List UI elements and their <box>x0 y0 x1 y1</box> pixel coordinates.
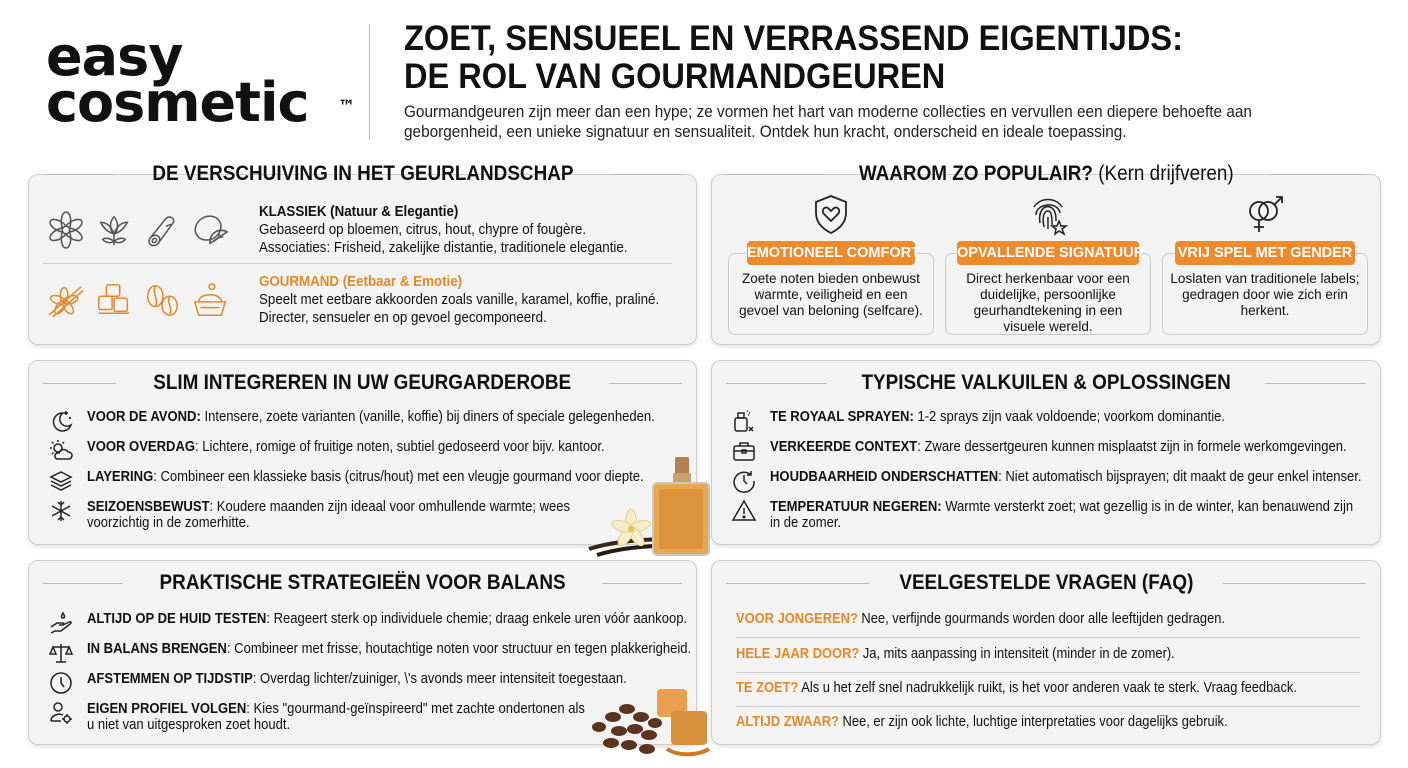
lotus-icon <box>95 211 133 249</box>
faq-divider <box>736 706 1360 707</box>
briefcase-icon <box>732 439 756 463</box>
list-item-text: IN BALANS BRENGEN: Combineer met frisse, houtachtige noten voor structuur en tegen plakkerigheid. <box>87 641 692 657</box>
list-item <box>45 611 686 635</box>
user-gear-icon <box>49 701 73 725</box>
title-rule-right <box>1223 583 1366 584</box>
brand-line1: easy <box>46 25 183 88</box>
title-rule-left <box>43 583 123 584</box>
title-rule-right <box>1265 383 1366 384</box>
title-line2: DE ROL VAN GOURMANDGEUREN <box>404 57 946 96</box>
panel-shift <box>28 162 697 345</box>
faq-item <box>736 610 1273 628</box>
flower-icon <box>47 211 85 249</box>
faq-answer: Ja, mits aanpassing in intensiteit (minder in de zomer). <box>859 645 1175 662</box>
shield-heart-icon <box>811 193 851 235</box>
list-item-text: ALTIJD OP DE HUID TESTEN: Reageert sterk op individuele chemie; draag enkele uren vóór aankoop. <box>87 611 688 627</box>
list-item-text: SEIZOENSBEWUST: Koudere maanden zijn ideaal voor omhullende warmte; wees voorzichtig in de zomerhitte. <box>87 499 571 531</box>
panel-title <box>859 162 1234 186</box>
panel-title-bold: WAAROM ZO POPULAIR? <box>858 162 1093 185</box>
title-rule-left <box>726 583 869 584</box>
panel-title: DE VERSCHUIVING IN HET GEURLANDSCHAP <box>151 162 574 185</box>
list-item <box>45 409 686 433</box>
classic-heading: KLASSIEK (Natuur & Elegantie) <box>259 204 459 220</box>
title-rule-right <box>1268 174 1366 175</box>
vanilla-icon <box>47 281 85 319</box>
list-item <box>728 409 1370 433</box>
driver-card <box>1162 193 1368 335</box>
gourmand-line2: Directer, sensueler en op gevoel gecomponeerd. <box>259 310 547 326</box>
panel-integrate <box>28 360 697 545</box>
title-rule-right <box>609 383 682 384</box>
faq-divider <box>736 672 1360 673</box>
fingerprint-star-icon <box>1028 193 1068 235</box>
panel-faq <box>711 560 1381 745</box>
faq-answer: Nee, verfijnde gourmands worden door alle leeftijden gedragen. <box>857 610 1226 627</box>
title-rule-left <box>43 174 115 175</box>
panel-title-row <box>29 371 696 395</box>
hand-drop-icon <box>49 611 73 635</box>
panel-title-row <box>29 571 696 595</box>
driver-text: Zoete noten bieden onbewust warmte, veiligheid en een gevoel van beloning (selfcare). <box>728 253 934 335</box>
classic-line1: Gebaseerd op bloemen, citrus, hout, chypre of fougère. <box>259 222 587 238</box>
gourmand-line1: Speelt met eetbare akkoorden zoals vanille, karamel, koffie, praliné. <box>259 292 660 308</box>
faq-question: VOOR JONGEREN? <box>736 610 858 627</box>
gender-symbols-icon <box>1245 193 1285 235</box>
panel-popular <box>711 162 1381 345</box>
panel-strategies <box>28 560 697 745</box>
panel-title: TYPISCHE VALKUILEN & OPLOSSINGEN <box>861 371 1231 394</box>
coffee-beans-icon <box>143 281 181 319</box>
list-item <box>728 499 1370 531</box>
list-item <box>728 439 1370 463</box>
brand-line2: cosmetic <box>46 71 309 134</box>
panel-title-row <box>29 162 696 186</box>
driver-text: Direct herkenbaar voor een duidelijke, persoonlijke geurhandtekening in een visuele wereld. <box>945 253 1151 335</box>
list-item <box>728 469 1370 493</box>
scales-icon <box>49 641 73 665</box>
title-rule-left <box>726 174 824 175</box>
list-item <box>45 641 692 665</box>
list-item-text: TEMPERATUUR NEGEREN: Warmte versterkt zoet; wat gezellig is in de winter, kan benauwend zijn in de zomer. <box>770 499 1354 531</box>
title-rule-left <box>43 383 116 384</box>
header-divider <box>369 24 370 140</box>
driver-card <box>945 193 1151 335</box>
clock-icon <box>49 671 73 695</box>
gourmand-text <box>259 273 659 327</box>
driver-text: Loslaten van traditionele labels; gedragen door wie zich erin herkent. <box>1162 253 1368 335</box>
lemon-icon <box>191 211 229 249</box>
classic-text <box>259 203 628 257</box>
coffee-caramel-image <box>589 689 709 759</box>
panel-title: VEELGESTELDE VRAGEN (FAQ) <box>898 571 1194 594</box>
list-item-text: HOUDBAARHEID ONDERSCHATTEN: Niet automatisch bijsprayen; dit maakt de geur enkel intenser. <box>770 469 1362 485</box>
faq-question: HELE JAAR DOOR? <box>736 645 860 662</box>
page-title <box>404 20 1183 96</box>
panel-title-sub: (Kern drijfveren) <box>1092 162 1234 185</box>
cupcake-icon <box>191 281 229 319</box>
sun-cloud-icon <box>49 439 73 463</box>
title-line1: ZOET, SENSUEEL EN VERRASSEND EIGENTIJDS: <box>404 19 1183 58</box>
list-item-text: VERKEERDE CONTEXT: Zware dessertgeuren kunnen misplaatst zijn in formele werkomgevingen. <box>770 439 1347 455</box>
brand-logo <box>46 25 355 134</box>
list-item-text: TE ROYAAL SPRAYEN: 1-2 sprays zijn vaak voldoende; voorkom dominantie. <box>770 409 1226 425</box>
faq-divider <box>736 637 1360 638</box>
title-rule-right <box>610 174 682 175</box>
classic-icons <box>47 211 229 249</box>
faq-question: TE ZOET? <box>736 679 799 696</box>
faq-item <box>736 713 1273 731</box>
title-rule-left <box>726 383 827 384</box>
list-item-text: EIGEN PROFIEL VOLGEN: Kies "gourmand-geïnspireerd" met zachte ondertonen als u niet van uitgesproken zoet houdt. <box>87 701 585 733</box>
perfume-bottle-vanilla-image <box>589 457 709 557</box>
shift-divider <box>43 263 672 264</box>
warning-icon <box>732 499 756 523</box>
driver-card <box>728 193 934 335</box>
caramel-cubes-icon <box>95 281 133 319</box>
list-item-text: VOOR OVERDAG: Lichtere, romige of fruitige noten, subtiel gedoseerd voor bijv. kantoor. <box>87 439 605 455</box>
list-item-text: AFSTEMMEN OP TIJDSTIP: Overdag lichter/zuiniger, \'s avonds meer intensiteit toegestaan. <box>87 671 627 687</box>
wood-log-icon <box>143 211 181 249</box>
faq-item <box>736 645 1273 663</box>
panel-pitfalls <box>711 360 1381 545</box>
snowflake-icon <box>49 499 73 523</box>
panel-title-row <box>712 571 1380 595</box>
driver-badge: VRIJ SPEL MET GENDER <box>1175 241 1355 265</box>
faq-question: ALTIJD ZWAAR? <box>736 713 839 730</box>
layers-icon <box>49 469 73 493</box>
panel-title: PRAKTISCHE STRATEGIEËN VOOR BALANS <box>159 571 566 594</box>
gourmand-heading: GOURMAND (Eetbaar & Emotie) <box>259 274 463 290</box>
moon-stars-icon <box>49 409 73 433</box>
driver-badge: OPVALLENDE SIGNATUUR <box>957 241 1139 265</box>
intro-text: Gourmandgeuren zijn meer dan een hype; ze vormen het hart van moderne collecties en vervullen een diepere behoefte aan geborgenheid, een unieke signatuur en sensualiteit. Ontdek hun kracht, onderscheid en ideale toepassing. <box>404 103 1252 141</box>
faq-item <box>736 679 1297 697</box>
title-rule-right <box>602 583 682 584</box>
panel-title-row <box>712 162 1380 186</box>
driver-badge: EMOTIONEEL COMFORT <box>747 241 915 265</box>
faq-answer: Nee, er zijn ook lichte, luchtige interpretaties voor dagelijks gebruik. <box>838 713 1228 730</box>
spray-bottle-x-icon <box>732 409 756 433</box>
faq-answer: Als u het zelf snel nadrukkelijk ruikt, is het voor anderen vaak te sterk. Vraag feedback. <box>798 679 1297 696</box>
classic-line2: Associaties: Frisheid, zakelijke distantie, traditionele elegantie. <box>259 240 628 256</box>
gourmand-icons <box>47 281 229 319</box>
panel-title: SLIM INTEGREREN IN UW GEURGARDEROBE <box>153 371 572 394</box>
trademark-symbol: ™ <box>338 97 355 117</box>
list-item-text: LAYERING: Combineer een klassieke basis (citrus/hout) met een vleugje gourmand voor diepte. <box>87 469 644 485</box>
list-item-text: VOOR DE AVOND: Intensere, zoete varianten (vanille, koffie) bij diners of speciale gelegenheden. <box>87 409 655 425</box>
clock-refresh-icon <box>732 469 756 493</box>
panel-title-row <box>712 371 1380 395</box>
